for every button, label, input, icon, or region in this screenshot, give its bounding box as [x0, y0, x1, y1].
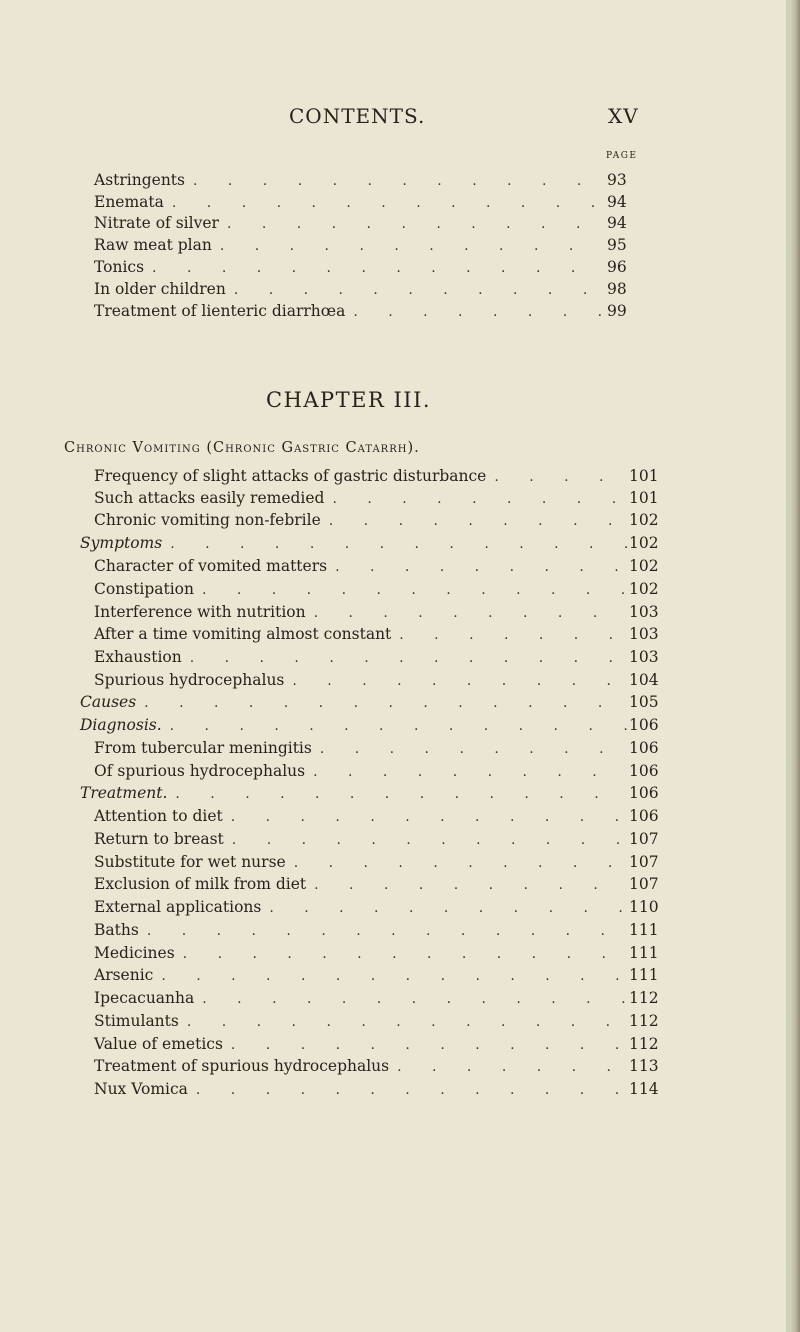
leader-dots	[314, 874, 627, 896]
leader-dots	[494, 466, 627, 488]
chapter-title: CHAPTER III.	[266, 388, 432, 412]
toc-entry-page: 106	[629, 716, 659, 734]
leader-dots	[332, 488, 627, 510]
toc-entry	[94, 737, 659, 759]
leader-dots	[269, 897, 627, 919]
toc-entry-label: Character of vomited matters	[94, 557, 328, 575]
toc-entry-page: 103	[629, 625, 659, 643]
toc-entry-label: Diagnosis.	[80, 716, 162, 734]
toc-entry-label: Exhaustion	[94, 648, 182, 666]
toc-entry-page: 111	[629, 921, 659, 939]
toc-entry-label: Ipecacuanha	[94, 989, 195, 1007]
toc-entry-page: 101	[629, 489, 659, 507]
toc-entry-label: Value of emetics	[94, 1035, 223, 1053]
toc-entry-page: 102	[629, 534, 659, 552]
toc-entry-label: Nitrate of silver	[94, 214, 219, 232]
page-column-label: PAGE	[606, 151, 638, 161]
toc-entry-page: 102	[629, 557, 659, 575]
leader-dots	[231, 806, 627, 828]
toc-entry	[94, 509, 659, 531]
toc-entry	[94, 805, 659, 827]
toc-entry-label: Frequency of slight attacks of gastric disturbance	[94, 467, 487, 485]
toc-entry-page: 106	[629, 739, 659, 757]
leader-dots	[202, 988, 627, 1010]
chapter-subtitle: Chronic Vomiting (Chronic Gastric Catarrh).	[64, 440, 420, 456]
toc-entry-page: 107	[629, 875, 659, 893]
toc-entry-page: 106	[629, 807, 659, 825]
toc-section-entry	[80, 782, 659, 804]
toc-entry	[94, 191, 637, 213]
toc-entry	[94, 300, 637, 322]
toc-entry-page: 112	[629, 1012, 659, 1030]
toc-entry-page: 111	[629, 966, 659, 984]
leader-dots	[314, 602, 627, 624]
toc-entry	[94, 234, 637, 256]
page-folio: XV	[608, 104, 639, 128]
toc-section-entry	[80, 532, 659, 554]
leader-dots	[335, 556, 627, 578]
leader-dots	[152, 257, 605, 279]
leader-dots	[190, 647, 627, 669]
leader-dots	[196, 1079, 627, 1101]
leader-dots	[202, 579, 627, 601]
toc-entry-page: 98	[607, 280, 627, 298]
toc-entry-page: 96	[607, 258, 627, 276]
toc-entry-page: 102	[629, 580, 659, 598]
toc-entry-page: 112	[629, 989, 659, 1007]
toc-entry-label: Treatment of spurious hydrocephalus	[94, 1057, 390, 1075]
toc-entry	[94, 578, 659, 600]
leader-dots	[234, 279, 605, 301]
toc-entry	[94, 212, 637, 234]
leader-dots	[144, 692, 627, 714]
toc-entry-label: External applications	[94, 898, 262, 916]
toc-entry-label: Tonics	[94, 258, 145, 276]
toc-entry-label: Constipation	[94, 580, 194, 598]
toc-entry	[94, 851, 659, 873]
toc-entry-label: Spurious hydrocephalus	[94, 671, 285, 689]
leader-dots	[220, 235, 605, 257]
toc-entry	[94, 601, 659, 623]
toc-entry-page: 101	[629, 467, 659, 485]
toc-section-entry	[80, 714, 659, 736]
toc-entry-label: Interference with nutrition	[94, 603, 306, 621]
leader-dots	[320, 738, 627, 760]
toc-entry-label: Treatment.	[80, 784, 168, 802]
leader-dots	[292, 670, 627, 692]
toc-entry-label: Of spurious hydrocephalus	[94, 762, 306, 780]
leader-dots	[187, 1011, 627, 1033]
toc-entry	[94, 1055, 659, 1077]
leader-dots	[353, 301, 605, 323]
toc-entry-label: Causes	[80, 693, 137, 711]
toc-entry-label: Astringents	[94, 171, 185, 189]
toc-entry	[94, 256, 637, 278]
toc-entry-page: 106	[629, 762, 659, 780]
toc-entry-label: Symptoms	[80, 534, 163, 552]
toc-entry-page: 99	[607, 302, 627, 320]
toc-entry-page: 112	[629, 1035, 659, 1053]
toc-entry	[94, 169, 637, 191]
leader-dots	[172, 192, 605, 214]
toc-entry	[94, 487, 659, 509]
toc-entry-page: 93	[607, 171, 627, 189]
toc-entry-page: 106	[629, 784, 659, 802]
leader-dots	[175, 783, 627, 805]
toc-entry	[94, 896, 659, 918]
toc-entry	[94, 278, 637, 300]
leader-dots	[329, 510, 627, 532]
toc-entry	[94, 623, 659, 645]
toc-entry-page: 104	[629, 671, 659, 689]
toc-entry	[94, 669, 659, 691]
toc-entry-page: 114	[629, 1080, 659, 1098]
leader-dots	[313, 761, 627, 783]
leader-dots	[294, 852, 627, 874]
leader-dots	[399, 624, 627, 646]
toc-entry-page: 105	[629, 693, 659, 711]
toc-entry-label: From tubercular meningitis	[94, 739, 312, 757]
leader-dots	[232, 829, 627, 851]
toc-entry-page: 110	[629, 898, 659, 916]
toc-entry	[94, 760, 659, 782]
toc-entry-page: 113	[629, 1057, 659, 1075]
running-title: CONTENTS.	[289, 104, 426, 128]
leader-dots	[183, 943, 627, 965]
toc-entry-label: Return to breast	[94, 830, 224, 848]
page-edge-shadow	[790, 0, 800, 1332]
toc-entry-page: 103	[629, 603, 659, 621]
toc-entry-label: Substitute for wet nurse	[94, 853, 286, 871]
toc-entry-label: Attention to diet	[94, 807, 223, 825]
toc-entry-page: 94	[607, 214, 627, 232]
leader-dots	[170, 533, 627, 555]
toc-entry	[94, 964, 659, 986]
leader-dots	[161, 965, 627, 987]
toc-entry	[94, 1078, 659, 1100]
toc-entry-label: Such attacks easily remedied	[94, 489, 325, 507]
toc-entry-page: 111	[629, 944, 659, 962]
toc-entry-label: Raw meat plan	[94, 236, 212, 254]
leader-dots	[227, 213, 605, 235]
toc-entry-label: Arsenic	[94, 966, 154, 984]
toc-entry-label: Stimulants	[94, 1012, 179, 1030]
toc-entry	[94, 1033, 659, 1055]
toc-entry	[94, 646, 659, 668]
toc-entry-page: 102	[629, 511, 659, 529]
toc-entry	[94, 919, 659, 941]
leader-dots	[147, 920, 627, 942]
toc-entry	[94, 942, 659, 964]
leader-dots	[231, 1034, 627, 1056]
toc-entry-label: Chronic vomiting non-febrile	[94, 511, 321, 529]
toc-entry-page: 107	[629, 830, 659, 848]
toc-entry-page: 103	[629, 648, 659, 666]
toc-section-entry	[80, 691, 659, 713]
toc-entry-label: Medicines	[94, 944, 175, 962]
leader-dots	[397, 1056, 627, 1078]
toc-entry-label: Enemata	[94, 193, 164, 211]
toc-entry-page: 94	[607, 193, 627, 211]
toc-entry-label: Treatment of lienteric diarrhœa	[94, 302, 346, 320]
leader-dots	[193, 170, 605, 192]
toc-entry	[94, 828, 659, 850]
toc-entry-label: In older children	[94, 280, 226, 298]
toc-entry-label: Baths	[94, 921, 139, 939]
running-head	[0, 104, 800, 130]
toc-entry	[94, 555, 659, 577]
toc-entry-label: Nux Vomica	[94, 1080, 188, 1098]
toc-entry-label: Exclusion of milk from diet	[94, 875, 307, 893]
toc-entry-page: 107	[629, 853, 659, 871]
toc-entry-page: 95	[607, 236, 627, 254]
toc-entry	[94, 873, 659, 895]
toc-entry	[94, 465, 659, 487]
toc-entry	[94, 1010, 659, 1032]
leader-dots	[170, 715, 627, 737]
toc-entry	[94, 987, 659, 1009]
toc-entry-label: After a time vomiting almost constant	[94, 625, 392, 643]
